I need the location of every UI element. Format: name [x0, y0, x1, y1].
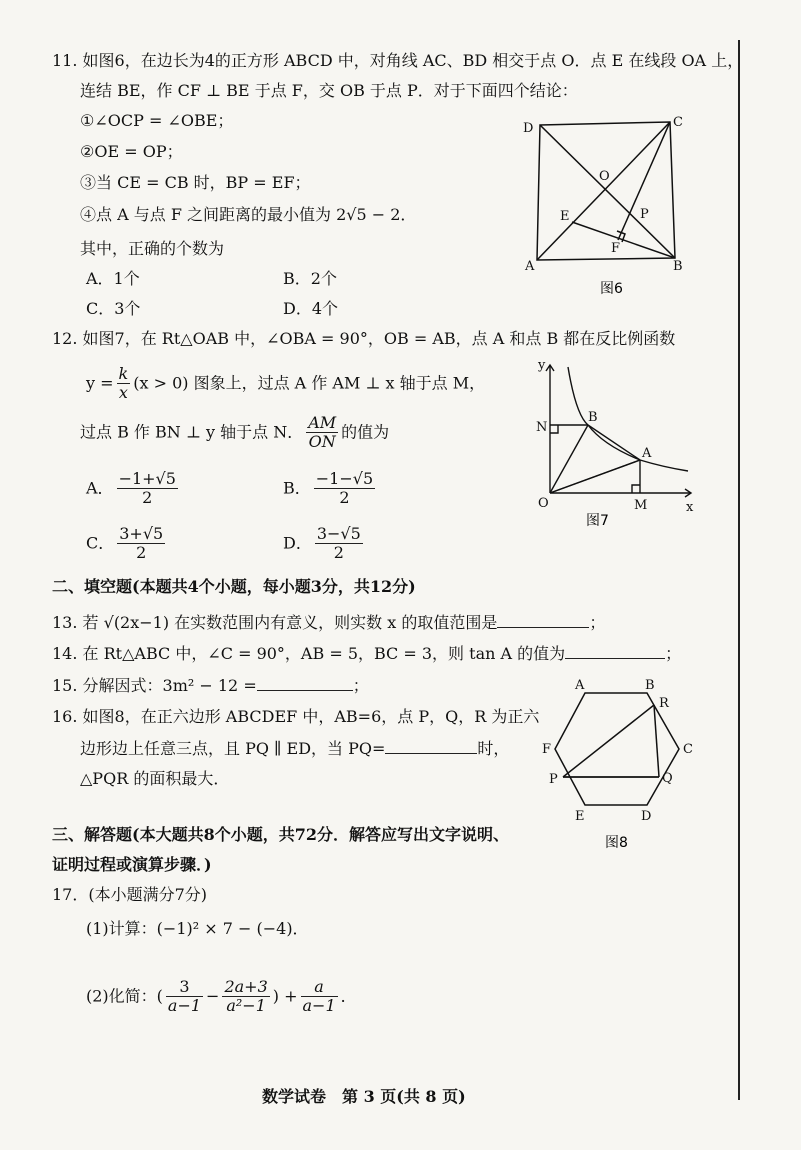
q17-part1: (1)计算：(−1)² × 7 − (−4)．	[86, 919, 309, 938]
fig8-label-b: B	[645, 678, 655, 693]
q12-domain: (x > 0) 图象上，过点 A 作 AM ⊥ x 轴于点 M，	[133, 373, 486, 393]
fig8-label-p: P	[549, 772, 558, 787]
fig6-label-e: E	[560, 209, 570, 224]
q14: 14. 在 Rt△ABC 中，∠C = 90°，AB = 5，BC = 3，则 tan A 的值为 ；	[52, 644, 682, 663]
q12-y-equals: y =	[86, 373, 114, 393]
fig8-label-e: E	[575, 809, 585, 824]
fig7-label-x: x	[686, 500, 694, 515]
fig6-label-a: A	[525, 259, 535, 274]
q12-k-over-x: $\frac{k}{x}$	[118, 364, 129, 403]
q12-option-c: C． $\frac{3+√5}{2}$	[86, 524, 164, 563]
section-3-heading-line2: 证明过程或演算步骤．)	[52, 855, 212, 874]
q12-line3: 过点 B 作 BN ⊥ y 轴于点 N． $\frac{AM}{ON}$ 的值为	[80, 413, 390, 452]
figure-7	[528, 355, 703, 530]
q11-option-a: A．1个	[86, 269, 140, 288]
fig6-label-b: B	[673, 259, 683, 274]
fig7-label-y: y	[538, 358, 546, 373]
q17-part2: (2)化简：( $\frac{3}{a-1}$ − $\frac{2a+3}{\text{a²−1}}$ ) + $\frac{a}{a-1}$ ．	[86, 977, 357, 1016]
section-3-heading-line1: 三、解答题(本大题共8个小题，共72分．解答应写出文字说明、	[52, 825, 509, 844]
q12-option-d: D． $\frac{3-√5}{2}$	[283, 524, 361, 563]
q11-option-d: D．4个	[283, 299, 339, 318]
fig8-label-q: Q	[662, 771, 673, 786]
q16-line1: 16. 如图8，在正六边形 ABCDEF 中，AB=6，点 P，Q，R 为正六	[52, 707, 540, 726]
fig7-caption: 图7	[586, 513, 609, 529]
fig7-label-o: O	[538, 496, 549, 511]
fig8-label-r: R	[659, 696, 669, 711]
fig7-label-a: A	[642, 446, 652, 461]
q12-line2	[86, 365, 485, 403]
page-footer: 数学试卷 第 3 页(共 8 页)	[262, 1087, 466, 1106]
fig8-caption: 图8	[605, 835, 628, 851]
q16-answer-blank[interactable]	[385, 753, 477, 754]
fig6-label-f: F	[611, 241, 621, 256]
fig6-label-p: P	[640, 207, 649, 222]
fig8-label-c: C	[683, 742, 693, 757]
fig6-label-c: C	[673, 115, 683, 130]
q12-option-b: B． $\frac{-1-√5}{2}$	[283, 469, 374, 508]
q13: 13. 若 √(2x−1) 在实数范围内有意义，则实数 x 的取值范围是 ；	[52, 613, 606, 632]
q11-conclusion-1: ①∠OCP = ∠OBE；	[80, 111, 234, 130]
fig7-label-m: M	[634, 498, 648, 513]
q11-line2: 连结 BE，作 CF ⊥ BE 于点 F，交 OB 于点 P．对于下面四个结论：	[80, 81, 578, 100]
q16-line3: △PQR 的面积最大．	[80, 769, 230, 788]
figure-6	[515, 110, 695, 305]
fig7-label-n: N	[536, 420, 548, 435]
q11-option-c: C．3个	[86, 299, 141, 318]
q16-line2: 边形边上任意三点，且 PQ ∥ ED，当 PQ= 时，	[80, 739, 510, 758]
section-2-heading: 二、填空题(本题共4个小题，每小题3分，共12分)	[52, 577, 416, 596]
q17-title: 17．(本小题满分7分)	[52, 885, 208, 904]
fig8-label-d: D	[641, 809, 652, 824]
q12-ratio-am-on: $\frac{AM}{ON}$	[308, 413, 337, 452]
q12-option-a: A． $\frac{-1+√5}{2}$	[86, 469, 176, 508]
q13-answer-blank[interactable]	[497, 627, 589, 628]
fig6-label-d: D	[523, 121, 534, 136]
q15-answer-blank[interactable]	[257, 690, 353, 691]
fig7-label-b: B	[588, 410, 598, 425]
margin-rule	[738, 40, 740, 1100]
fig6-label-o: O	[599, 169, 610, 184]
q11-line1: 11. 如图6，在边长为4的正方形 ABCD 中，对角线 AC、BD 相交于点 O．点 E 在线段 OA 上，	[52, 51, 744, 70]
q11-question: 其中，正确的个数为	[80, 239, 225, 258]
q11-conclusion-2: ②OE = OP；	[80, 142, 183, 161]
q11-conclusion-3: ③当 CE = CB 时，BP = EF；	[80, 173, 311, 192]
q11-option-b: B．2个	[283, 269, 337, 288]
q11-conclusion-4: ④点 A 与点 F 之间距离的最小值为 2√5 − 2．	[80, 205, 417, 224]
q12-line1: 12. 如图7，在 Rt△OAB 中，∠OBA = 90°，OB = AB，点 A 和点 B 都在反比例函数	[52, 329, 676, 348]
fig6-caption: 图6	[600, 281, 623, 297]
q15: 15. 分解因式：3m² − 12 = ；	[52, 676, 369, 695]
fig8-label-a: A	[575, 678, 585, 693]
fig8-label-f: F	[542, 742, 552, 757]
q14-answer-blank[interactable]	[565, 658, 665, 659]
figure-8	[535, 675, 705, 855]
